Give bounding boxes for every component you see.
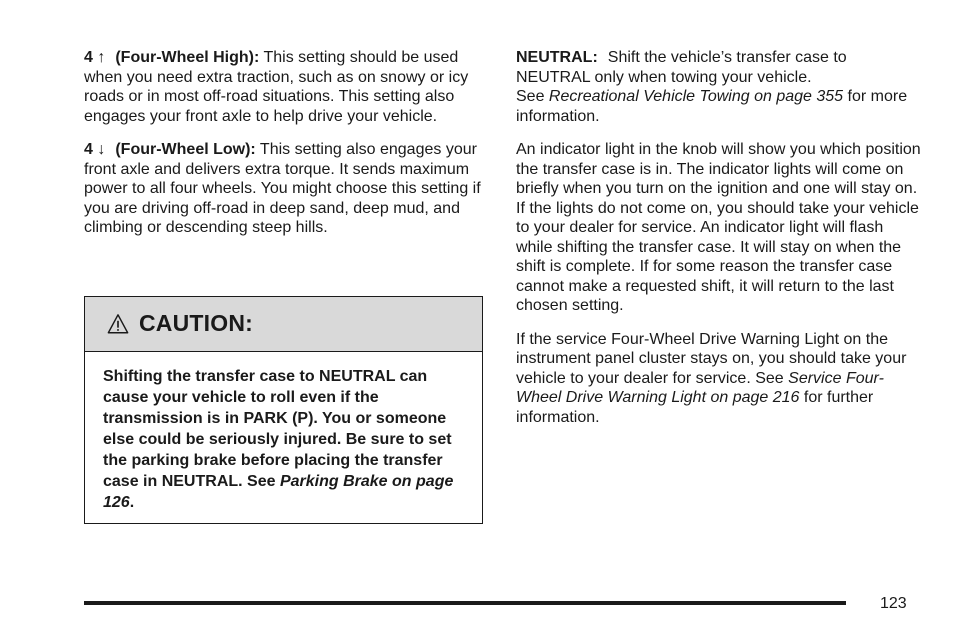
four-wheel-low-paragraph xyxy=(84,140,486,238)
service-see-reference: Service Four-Wheel Drive Warning Light on page 216 xyxy=(516,369,884,406)
service-light-text: If the service Four-Wheel Drive Warning Light on the instrument panel cluster stays on, you should take your vehicle to your dealer for service. xyxy=(516,330,907,387)
neutral-paragraph xyxy=(516,48,922,126)
caution-text: Shifting the transfer case to NEUTRAL can cause your vehicle to roll even if the transmission is in PARK (P). You or someone else could be seriously injured. Be sure to set the parking brake before placing the transfer case in NEUTRAL. xyxy=(103,368,452,490)
four-wheel-high-label: 4 ↑ xyxy=(84,49,106,66)
caution-box xyxy=(84,296,483,524)
caution-header xyxy=(85,297,482,352)
caution-see-reference: Parking Brake on page 126 xyxy=(103,473,454,511)
indicator-light-paragraph xyxy=(516,140,922,316)
neutral-see-suffix: for more information. xyxy=(516,88,908,125)
four-wheel-high-text: This setting should be used when you need extra traction, such as on snowy or icy roads or in most off-road situations. This setting also engages your front axle to help drive your vehicle. xyxy=(84,49,469,125)
neutral-text: Shift the vehicle’s transfer case to NEUTRAL only when towing your vehicle. xyxy=(516,49,847,86)
four-wheel-low-text: This setting also engages your front axle and delivers extra torque. It sends maximum power to all four wheels. You might choose this setting if you are driving off-road in deep sand, deep mud, and climbing or descending steep hills. xyxy=(84,141,481,236)
warning-triangle-icon xyxy=(107,313,129,335)
right-column xyxy=(516,48,922,441)
service-see-prefix: See xyxy=(755,369,784,387)
service-see-suffix: for further information. xyxy=(516,389,874,426)
four-wheel-high-title: (Four-Wheel High): xyxy=(115,49,260,66)
four-wheel-low-label: 4 ↓ xyxy=(84,141,106,158)
footer-rule xyxy=(84,601,846,605)
neutral-see-prefix: See xyxy=(516,88,545,105)
neutral-title: NEUTRAL: xyxy=(516,49,598,66)
indicator-light-text: An indicator light in the knob will show you which position the transfer case is in. The indicator lights will come on briefly when you turn on the ignition and one will stay on. If the lights do not come on, you should take your vehicle to your dealer for service. An indicator light will flash while shifting the transfer case. It will stay on when the shift is complete. If for some reason the transfer case cannot make a requested shift, it will return to the last chosen setting. xyxy=(516,141,921,314)
service-light-paragraph xyxy=(516,330,922,428)
left-column xyxy=(84,48,486,252)
neutral-see-reference: Recreational Vehicle Towing on page 355 xyxy=(548,88,844,105)
caution-see-prefix: See xyxy=(247,473,276,490)
caution-title: CAUTION: xyxy=(139,310,254,337)
caution-body xyxy=(85,352,482,513)
four-wheel-high-paragraph xyxy=(84,48,486,126)
four-wheel-low-title: (Four-Wheel Low): xyxy=(115,141,256,158)
page-number: 123 xyxy=(880,595,907,612)
caution-see-suffix: . xyxy=(129,494,135,511)
